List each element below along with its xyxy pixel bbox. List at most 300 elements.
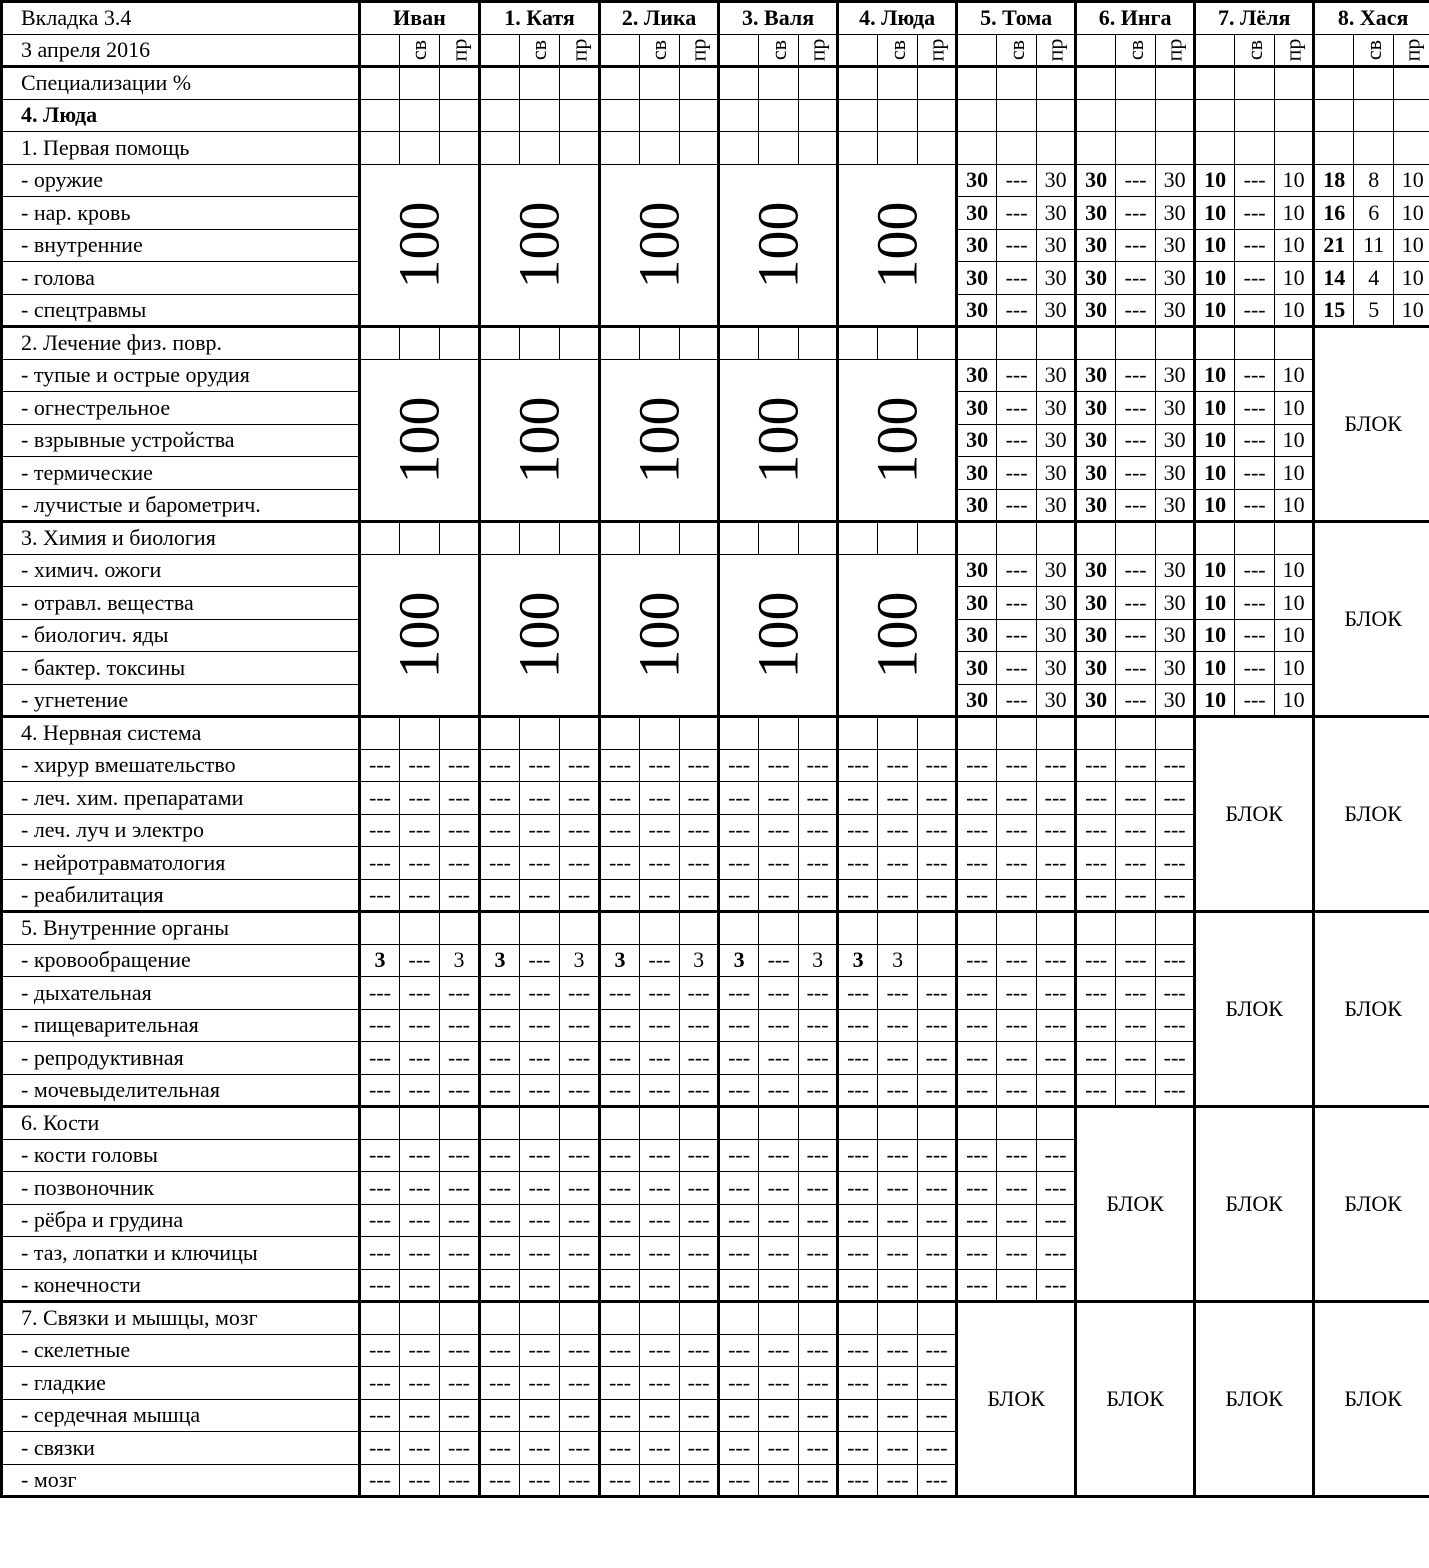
value-dash: --- [918,1204,957,1237]
empty-cell [918,912,957,945]
empty-cell [480,327,520,360]
value-dash: --- [838,1367,878,1400]
value-dash: --- [838,1237,878,1270]
value-dash: --- [520,1334,560,1367]
value-dash: --- [480,1367,520,1400]
empty-cell [1037,132,1076,165]
value-dash: --- [759,782,799,815]
value-dash: --- [1235,554,1275,587]
value-dash: --- [997,879,1037,912]
header-row [2,2,1429,35]
empty-cell [918,132,957,165]
empty-cell [400,522,440,555]
value-dash: --- [360,1237,400,1270]
empty-cell [440,327,480,360]
value-dash: --- [480,847,520,880]
value-dash: --- [1037,1009,1076,1042]
empty-cell [997,99,1037,132]
value-main: 30 [957,262,997,295]
sub-label-pr [799,34,838,67]
empty-cell [799,99,838,132]
item-label: - мозг [2,1464,360,1497]
value-dash: --- [1116,782,1156,815]
value-100 [480,164,600,327]
value-pr: 30 [1037,489,1076,522]
value-100 [600,359,719,522]
value-dash: --- [759,1367,799,1400]
value-main: 10 [1195,489,1235,522]
value-dash: --- [1235,262,1275,295]
person-name-5: 5. Тома [957,2,1076,35]
empty-cell [759,1302,799,1335]
empty-cell [1116,99,1156,132]
empty-cell [1116,717,1156,750]
value-dash: --- [520,1172,560,1205]
value-dash: --- [360,1009,400,1042]
value-dash: --- [1156,814,1195,847]
value-dash: --- [400,1367,440,1400]
value-100-text: 100 [745,201,811,289]
value-main: 30 [957,164,997,197]
empty-cell [759,327,799,360]
value-dash: --- [560,1204,600,1237]
empty-cell [1354,132,1394,165]
value-dash: --- [759,1074,799,1107]
value-dash: --- [440,977,480,1010]
value-pr: 10 [1394,294,1429,327]
empty-cell [1116,67,1156,100]
value-main: 10 [1195,457,1235,490]
value-dash: --- [1116,847,1156,880]
empty-cell [1037,522,1076,555]
empty-cell [480,99,520,132]
value-pr: 10 [1275,359,1314,392]
value-main: 10 [1195,262,1235,295]
value-dash: --- [1116,977,1156,1010]
empty-cell [1037,1107,1076,1140]
item-label: - рёбра и грудина [2,1204,360,1237]
value-dash: --- [878,1432,918,1465]
value-dash: --- [1037,847,1076,880]
empty-cell [759,99,799,132]
empty-cell [759,67,799,100]
value-dash: --- [600,847,640,880]
value-main: 3 [360,944,400,977]
value-100 [360,164,480,327]
empty-cell [400,132,440,165]
empty-cell [640,717,680,750]
value-main: 3 [600,944,640,977]
empty-cell [1195,522,1235,555]
section-title-row [2,327,1429,360]
item-label: - кровообращение [2,944,360,977]
value-dash: --- [1037,944,1076,977]
value-dash: --- [480,814,520,847]
value-dash: --- [719,1334,759,1367]
value-dash: --- [957,1269,997,1302]
value-main: 30 [1076,587,1116,620]
value-dash: --- [600,1172,640,1205]
section-title-row [2,1302,1429,1335]
value-dash: --- [719,1399,759,1432]
value-main: 30 [1076,684,1116,717]
sub-label-pr [1037,34,1076,67]
sub-label-sv [878,34,918,67]
value-dash: --- [997,554,1037,587]
value-main: 30 [957,554,997,587]
value-dash: --- [838,847,878,880]
section-title: 5. Внутренние органы [2,912,360,945]
value-dash: --- [997,359,1037,392]
item-label: - дыхательная [2,977,360,1010]
value-dash: --- [878,1009,918,1042]
value-dash: --- [680,847,719,880]
value-dash: --- [640,1009,680,1042]
empty-cell [600,67,640,100]
tab-label: Вкладка 3.4 [2,2,360,35]
value-100-text: 100 [626,396,692,484]
empty-cell [1076,522,1116,555]
sub-label-sv-text: св [1003,39,1029,60]
value-100 [360,359,480,522]
empty-cell [680,522,719,555]
sub-label-sv-text: св [1241,39,1267,60]
empty-cell [360,327,400,360]
value-100 [480,554,600,717]
value-dash: --- [957,749,997,782]
value-100-text: 100 [506,591,572,679]
value-dash: --- [560,1432,600,1465]
empty-cell [759,522,799,555]
empty-cell [600,717,640,750]
value-dash: --- [480,1042,520,1075]
value-main: 10 [1195,684,1235,717]
empty-cell [1195,99,1235,132]
empty-cell [1314,99,1354,132]
value-dash: --- [878,879,918,912]
value-dash: --- [997,1139,1037,1172]
value-dash: --- [719,1269,759,1302]
value-dash: --- [997,782,1037,815]
value-dash: --- [480,1139,520,1172]
item-label: - нар. кровь [2,197,360,230]
value-main: 10 [1195,554,1235,587]
sub-label-pr-text: пр [446,38,472,62]
value-dash: --- [560,1464,600,1497]
empty-cell [759,912,799,945]
value-dash: --- [400,814,440,847]
sub-label-pr-text: пр [1042,38,1068,62]
value-dash: --- [918,1464,957,1497]
value-main: 30 [1076,229,1116,262]
value-dash: --- [957,977,997,1010]
value-dash: --- [1235,652,1275,685]
value-100-text: 100 [864,396,930,484]
empty-cell [719,99,759,132]
value-dash: --- [480,1432,520,1465]
empty-cell [997,132,1037,165]
value-main: 10 [1195,392,1235,425]
item-label: - угнетение [2,684,360,717]
value-dash: --- [918,1334,957,1367]
value-dash: --- [480,977,520,1010]
value-dash: --- [440,1237,480,1270]
value-dash: --- [957,1204,997,1237]
empty-cell [838,1302,878,1335]
empty-cell [1275,132,1314,165]
value-100 [838,554,957,717]
value-main: 30 [957,424,997,457]
value-dash: --- [560,1009,600,1042]
value-dash: --- [640,1074,680,1107]
value-dash: --- [360,1172,400,1205]
block-label: БЛОК [1195,912,1314,1107]
value-dash: --- [440,782,480,815]
value-dash: --- [1037,977,1076,1010]
value-dash: --- [918,1269,957,1302]
empty-cell [640,1302,680,1335]
value-dash: --- [600,1042,640,1075]
value-main: 30 [957,652,997,685]
value-dash: --- [838,977,878,1010]
empty-cell [719,34,759,67]
empty-cell [1076,67,1116,100]
value-pr: 30 [1156,392,1195,425]
empty-cell [719,67,759,100]
value-dash: --- [878,847,918,880]
empty-cell [360,1302,400,1335]
value-dash: --- [480,782,520,815]
value-dash: --- [560,749,600,782]
value-dash: --- [680,1432,719,1465]
empty-cell [719,1107,759,1140]
empty-cell [997,67,1037,100]
value-dash: --- [997,814,1037,847]
value-dash: --- [1037,1237,1076,1270]
empty-cell [878,1107,918,1140]
item-label: - бактер. токсины [2,652,360,685]
empty-cell [440,717,480,750]
empty-cell [440,1302,480,1335]
value-dash: --- [520,1009,560,1042]
value-dash: --- [480,1269,520,1302]
value-main: 10 [1195,164,1235,197]
value-dash: --- [560,1237,600,1270]
empty-cell [400,327,440,360]
value-dash: --- [838,749,878,782]
value-dash: --- [1076,749,1116,782]
value-dash: --- [957,1237,997,1270]
empty-cell [480,912,520,945]
value-dash: --- [799,977,838,1010]
empty-cell [1275,327,1314,360]
empty-cell [520,912,560,945]
value-dash: --- [957,814,997,847]
empty-cell [640,912,680,945]
empty-cell [600,912,640,945]
value-dash: --- [1116,489,1156,522]
empty-cell [1394,132,1429,165]
item-label: - кости головы [2,1139,360,1172]
value-100-text: 100 [626,591,692,679]
item-row [2,164,1429,197]
value-dash: --- [838,879,878,912]
sub-label-sv [640,34,680,67]
value-dash: --- [997,749,1037,782]
empty-cell [957,34,997,67]
value-dash: --- [1037,1042,1076,1075]
value-dash: --- [440,1432,480,1465]
value-dash: --- [560,814,600,847]
value-dash: --- [440,1204,480,1237]
empty-cell [957,327,997,360]
value-dash: --- [1076,782,1116,815]
empty-cell [400,717,440,750]
value-dash: --- [680,977,719,1010]
value-main: 30 [957,392,997,425]
sub-label-pr [1394,34,1429,67]
value-dash: --- [759,1139,799,1172]
value-pr: 3 [560,944,600,977]
value-dash: --- [799,1139,838,1172]
value-dash: --- [680,1334,719,1367]
value-dash: --- [1076,1042,1116,1075]
value-dash: --- [957,1172,997,1205]
value-dash: --- [878,1237,918,1270]
empty-cell [1037,67,1076,100]
value-pr: 3 [440,944,480,977]
value-dash: --- [918,847,957,880]
empty-cell [838,717,878,750]
empty-cell [440,1107,480,1140]
empty-cell [1314,67,1354,100]
empty-cell [759,132,799,165]
value-dash: --- [640,814,680,847]
value-pr: 10 [1275,554,1314,587]
value-dash: --- [480,1172,520,1205]
item-label: - мочевыделительная [2,1074,360,1107]
sub-label-sv-text: св [646,39,672,60]
value-dash: --- [520,1399,560,1432]
value-main: 30 [957,619,997,652]
value-dash: --- [799,1042,838,1075]
value-dash: --- [918,1432,957,1465]
empty-cell [360,1107,400,1140]
empty-cell [520,327,560,360]
value-dash: --- [400,879,440,912]
value-dash: --- [1076,814,1116,847]
value-sv: 5 [1354,294,1394,327]
empty-cell [520,67,560,100]
value-dash: --- [918,1367,957,1400]
value-dash: --- [719,1009,759,1042]
value-dash: --- [997,977,1037,1010]
value-pr: 10 [1275,424,1314,457]
block-label: БЛОК [1314,1107,1429,1302]
value-100 [719,554,838,717]
sub-label-sv-text: св [765,39,791,60]
value-dash: --- [1116,944,1156,977]
value-dash: --- [719,749,759,782]
value-dash: --- [360,1399,400,1432]
empty-cell [1314,132,1354,165]
value-dash: --- [1037,1269,1076,1302]
value-dash: --- [400,1074,440,1107]
value-dash: --- [600,1432,640,1465]
value-pr: 10 [1394,262,1429,295]
sub-label-pr-text: пр [685,38,711,62]
value-main: 30 [1076,164,1116,197]
value-dash: --- [1116,164,1156,197]
empty-cell [600,1302,640,1335]
value-dash: --- [1037,782,1076,815]
empty-cell [480,132,520,165]
value-dash: --- [957,1009,997,1042]
empty-cell [759,717,799,750]
value-dash: --- [640,782,680,815]
value-main: 30 [957,229,997,262]
empty-cell [759,1107,799,1140]
value-100-text: 100 [386,201,452,289]
value-dash: --- [759,1042,799,1075]
value-dash: --- [680,1367,719,1400]
sub-label-sv [520,34,560,67]
item-label: - таз, лопатки и ключицы [2,1237,360,1270]
value-dash: --- [759,1334,799,1367]
value-dash: --- [1156,1042,1195,1075]
value-dash: --- [600,1269,640,1302]
sub-label-pr-text: пр [1280,38,1306,62]
value-dash: --- [997,1237,1037,1270]
value-dash: --- [600,1237,640,1270]
value-dash: --- [957,782,997,815]
empty-cell [1235,522,1275,555]
sub-label-sv-text: св [1360,39,1386,60]
item-label: - хирур вмешательство [2,749,360,782]
empty-cell [1235,67,1275,100]
value-dash: --- [360,847,400,880]
empty-cell [520,522,560,555]
empty-cell [997,522,1037,555]
empty-cell [440,99,480,132]
item-row [2,359,1429,392]
value-dash: --- [997,1172,1037,1205]
empty-cell [1156,327,1195,360]
value-100-text: 100 [864,591,930,679]
value-dash: --- [997,1269,1037,1302]
value-dash: --- [680,1172,719,1205]
value-dash: --- [759,1269,799,1302]
value-dash: --- [878,1204,918,1237]
value-dash: --- [957,1074,997,1107]
value-dash: --- [799,782,838,815]
value-main: 3 [719,944,759,977]
value-dash: --- [1116,684,1156,717]
value-dash: --- [1235,619,1275,652]
value-dash: --- [918,1139,957,1172]
sub-label-pr [918,34,957,67]
value-pr: 30 [1156,489,1195,522]
empty-cell [1076,912,1116,945]
value-dash: --- [1235,587,1275,620]
empty-cell [480,1302,520,1335]
value-dash: --- [520,814,560,847]
value-dash: --- [719,1139,759,1172]
empty-cell [440,132,480,165]
empty-cell [878,1302,918,1335]
value-pr: 30 [1037,554,1076,587]
value-pr: 30 [1037,457,1076,490]
